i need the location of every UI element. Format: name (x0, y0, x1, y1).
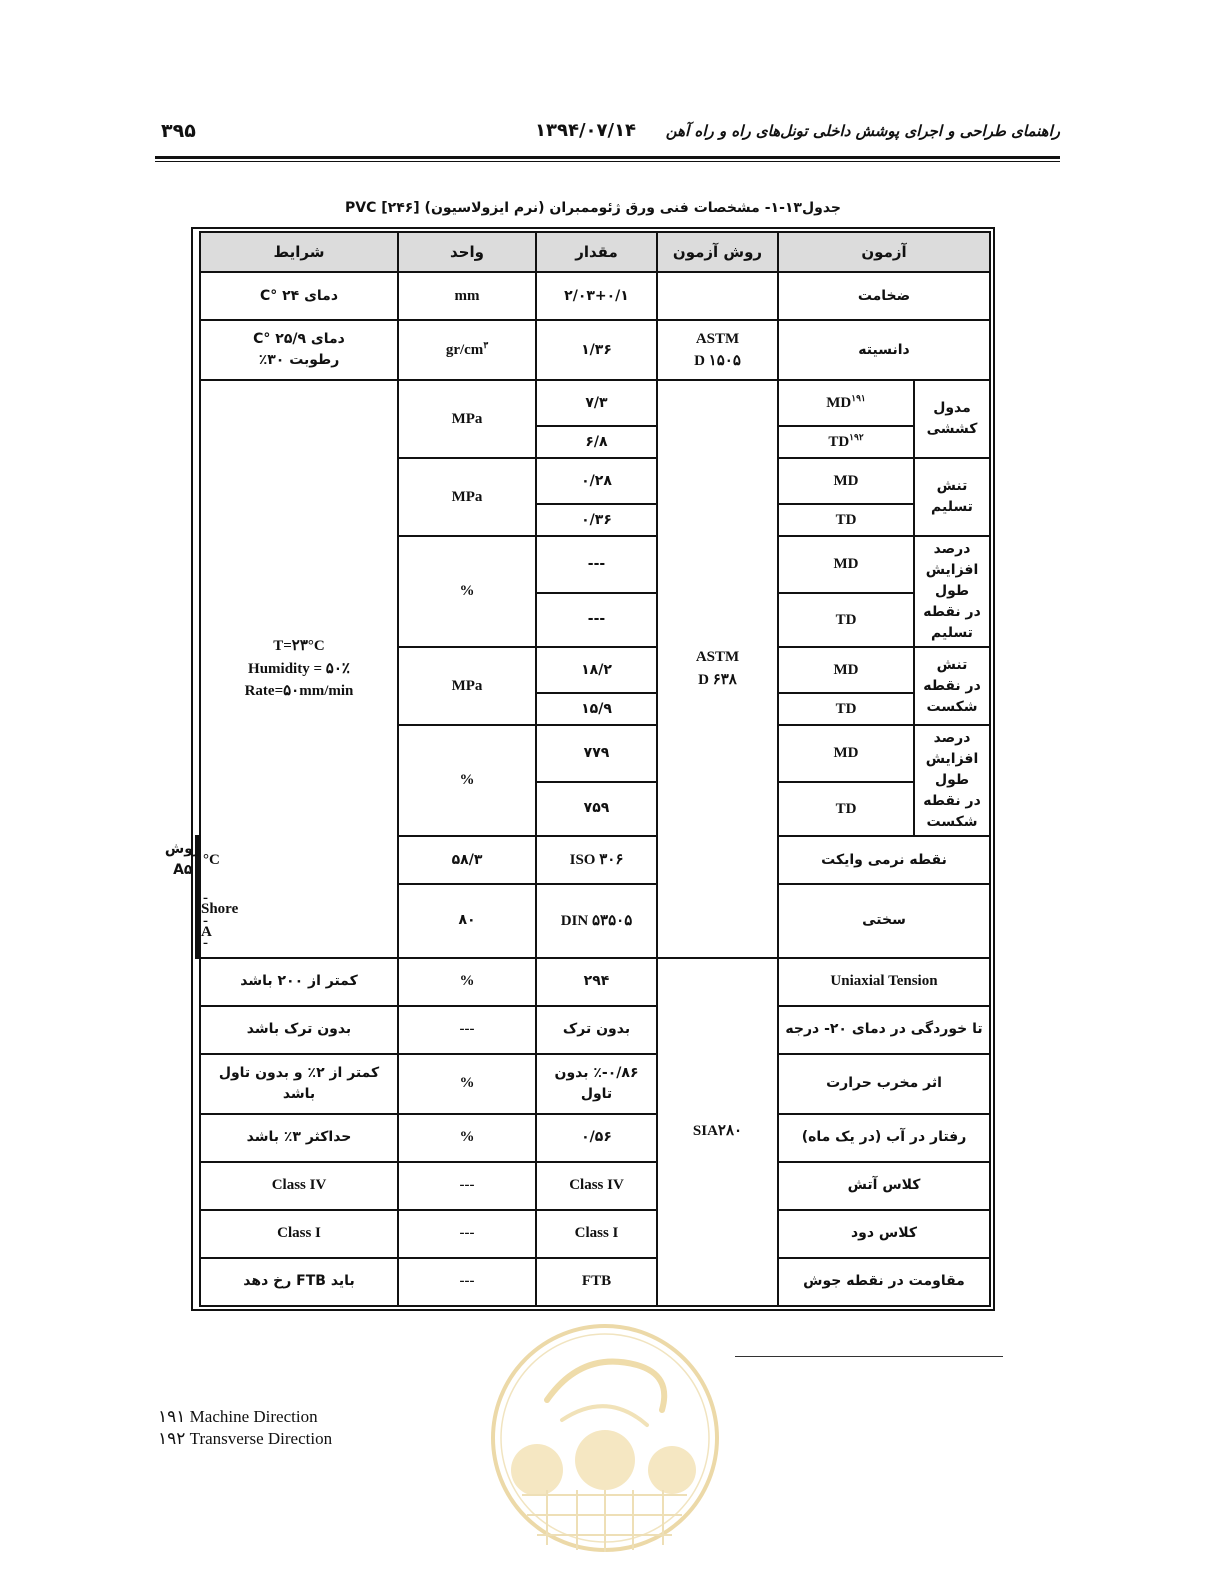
condition-line: Humidity = ۵۰٪ (248, 660, 350, 677)
cell-value: Class IV (536, 1162, 657, 1210)
cell-unit: --- (398, 1162, 536, 1210)
cell-direction: TD (778, 593, 914, 647)
cell-method: ISO ۳۰۶ (536, 836, 657, 884)
test-line: تنش (936, 656, 968, 673)
page-number: ۳۹۵ (161, 120, 196, 142)
header-value: مقدار (536, 232, 657, 272)
cell-value: ۱۵/۹ (536, 693, 657, 725)
test-line: درصد افزایش (925, 541, 979, 578)
table-row (196, 380, 990, 426)
cell-unit: % (398, 1114, 536, 1162)
cell-unit: mm (398, 272, 536, 320)
cell-value: ۱/۳۶ (536, 320, 657, 380)
footnote-number: ۱۹۲ (158, 1429, 186, 1448)
cell-test: ضخامت (778, 272, 990, 320)
table-row (196, 1006, 990, 1054)
header-title: راهنمای طراحی و اجرای پوشش داخلی تونل‌های راه و راه آهن (665, 122, 1060, 140)
cell-condition: دمای C° ۲۴ (200, 272, 398, 320)
table-row (196, 1210, 990, 1258)
cell-direction: MD (778, 536, 914, 593)
method-line: D ۱۵۰۵ (694, 353, 741, 369)
cell-value: FTB (536, 1258, 657, 1306)
header-date: ۱۳۹۴/۰۷/۱۴ (535, 120, 637, 141)
cell-unit: --- (198, 884, 200, 958)
header-method: روش آزمون (657, 232, 778, 272)
cell-unit: MPa (398, 458, 536, 536)
cell-direction: TD (778, 693, 914, 725)
cell-test: دانسیته (778, 320, 990, 380)
unit-superscript: ۳ (483, 339, 489, 350)
cell-test: مقاومت در نقطه جوش (778, 1258, 990, 1306)
table-row (196, 1114, 990, 1162)
cell-unit: % (398, 725, 536, 836)
table-caption: جدول۱۳-۱- مشخصات فنی ورق ژئوممبران (نرم ایزولاسیون) PVC [۲۴۶] (345, 200, 841, 216)
cell-unit: MPa (398, 380, 536, 458)
test-line: در نقطه تسلیم (923, 604, 981, 641)
footnote-ref: ۱۹۲ (849, 431, 864, 442)
cell-test: اثر مخرب حرارت (778, 1054, 990, 1114)
test-line: در نقطه شکست (923, 793, 981, 830)
table-row (196, 1162, 990, 1210)
footnotes (158, 1406, 332, 1450)
cell-condition: بدون ترک باشد (200, 1006, 398, 1054)
cell-value: --- (536, 593, 657, 647)
cell-unit: % (398, 536, 536, 647)
cell-value: ۸۰ (398, 884, 536, 958)
cell-value: ۰/۳۶ (536, 504, 657, 536)
cell-condition: کمتر از ۲٪ و بدون تاول باشد (200, 1054, 398, 1114)
cell-value: ۶/۸ (536, 426, 657, 458)
cell-value: بدون ترک (536, 1006, 657, 1054)
condition-line: دمای C° ۲۵/۹ (253, 331, 345, 347)
cell-test: Uniaxial Tension (778, 958, 990, 1006)
watermark-seal-icon (487, 1320, 723, 1570)
condition-line: Rate=۵۰mm/min (244, 683, 354, 699)
cell-value: ۰/۵۶ (536, 1114, 657, 1162)
cell-value: ۷/۳ (536, 380, 657, 426)
cell-value: ۷۵۹ (536, 782, 657, 836)
cell-test (914, 536, 990, 647)
cell-method-sia: SIA۲۸۰ (657, 958, 778, 1306)
cell-value: Class I (536, 1210, 657, 1258)
cell-value: ۲۹۴ (536, 958, 657, 1006)
table-row (196, 320, 990, 380)
cell-condition: حداکثر ۳٪ باشد (200, 1114, 398, 1162)
test-line: در نقطه شکست (923, 677, 981, 715)
spec-table-frame (164, 227, 995, 1311)
cell-direction: MD (778, 458, 914, 504)
table-row (196, 272, 990, 320)
cell-test: تا خوردگی در دمای ۲۰- درجه (778, 1006, 990, 1054)
direction-td: TD (828, 433, 850, 450)
cell-condition: Class IV (200, 1162, 398, 1210)
footnote-number: ۱۹۱ (158, 1407, 186, 1426)
cell-value: ۱۸/۲ (536, 647, 657, 693)
cell-direction: MD (778, 647, 914, 693)
table-row (196, 1054, 990, 1114)
cell-test: رفتار در آب (در یک ماه) (778, 1114, 990, 1162)
cell-direction (778, 380, 914, 426)
cell-unit: °C (198, 836, 200, 884)
cell-direction (778, 426, 914, 458)
cell-test: کلاس دود (778, 1210, 990, 1258)
footnote-item (158, 1428, 332, 1450)
cell-test: نقطه نرمی وایکت (778, 836, 990, 884)
unit-text: gr/cm (445, 341, 484, 358)
header-rule-thin (155, 161, 1060, 162)
spec-table (164, 231, 991, 1307)
cell-test: مدول کششی (914, 380, 990, 458)
header-condition: شرایط (200, 232, 398, 272)
cell-method (657, 272, 778, 320)
cell-value (536, 1054, 657, 1114)
condition-line: T=۲۳°C (273, 638, 325, 654)
cell-value: --- (536, 536, 657, 593)
method-line: ASTM (695, 649, 740, 666)
cell-condition (200, 320, 398, 380)
method-line: ASTM (695, 330, 740, 347)
cell-value: ۰/۲۸ (536, 458, 657, 504)
footnote-item (158, 1406, 332, 1428)
cell-unit: MPa (398, 647, 536, 725)
footnote-rule (735, 1356, 1003, 1357)
footnote-ref: ۱۹۱ (851, 392, 866, 403)
cell-test (914, 725, 990, 836)
cell-direction: MD (778, 725, 914, 782)
test-line: طول (934, 772, 970, 788)
cell-condition: Shore A (196, 884, 198, 958)
test-line: درصد افزایش (925, 730, 979, 767)
cell-unit: --- (398, 1210, 536, 1258)
cell-direction: TD (778, 504, 914, 536)
cell-method-astm (657, 380, 778, 958)
cell-unit: % (398, 1054, 536, 1114)
cell-method (657, 320, 778, 380)
header-rule (155, 156, 1060, 159)
page-header (155, 120, 1060, 150)
cell-direction: TD (778, 782, 914, 836)
cell-value: ۷۷۹ (536, 725, 657, 782)
cell-condition: روش A۵۰ (196, 836, 198, 884)
header-test: آزمون (778, 232, 990, 272)
cell-value: ۵۸/۳ (398, 836, 536, 884)
cell-condition: Class I (200, 1210, 398, 1258)
cell-unit: --- (398, 1258, 536, 1306)
footnote-text: Machine Direction (189, 1407, 318, 1426)
footnote-text: Transverse Direction (189, 1429, 333, 1448)
value-line: ۰/۸۶-٪ بدون (554, 1064, 639, 1081)
cell-condition: کمتر از ۲۰۰ باشد (200, 958, 398, 1006)
cell-unit: % (398, 958, 536, 1006)
cell-condition: باید FTB رخ دهد (200, 1258, 398, 1306)
cell-test: کلاس آتش (778, 1162, 990, 1210)
header-unit: واحد (398, 232, 536, 272)
table-header-row (196, 232, 990, 272)
cell-unit (398, 320, 536, 380)
cell-test: تنش تسلیم (914, 458, 990, 536)
cell-test (914, 647, 990, 725)
table-row (196, 958, 990, 1006)
cell-condition-astm (200, 380, 398, 958)
direction-md: MD (826, 394, 852, 411)
method-line: D ۶۳۸ (698, 671, 737, 688)
cell-value: ۲/۰۳+۰/۱ (536, 272, 657, 320)
value-line: تاول (580, 1085, 613, 1102)
test-line: طول (934, 583, 970, 599)
table-row (196, 1258, 990, 1306)
cell-method: DIN ۵۳۵۰۵ (536, 884, 657, 958)
cell-unit: --- (398, 1006, 536, 1054)
condition-line: رطوبت ۳۰٪ (258, 352, 340, 368)
cell-test: سختی (778, 884, 990, 958)
